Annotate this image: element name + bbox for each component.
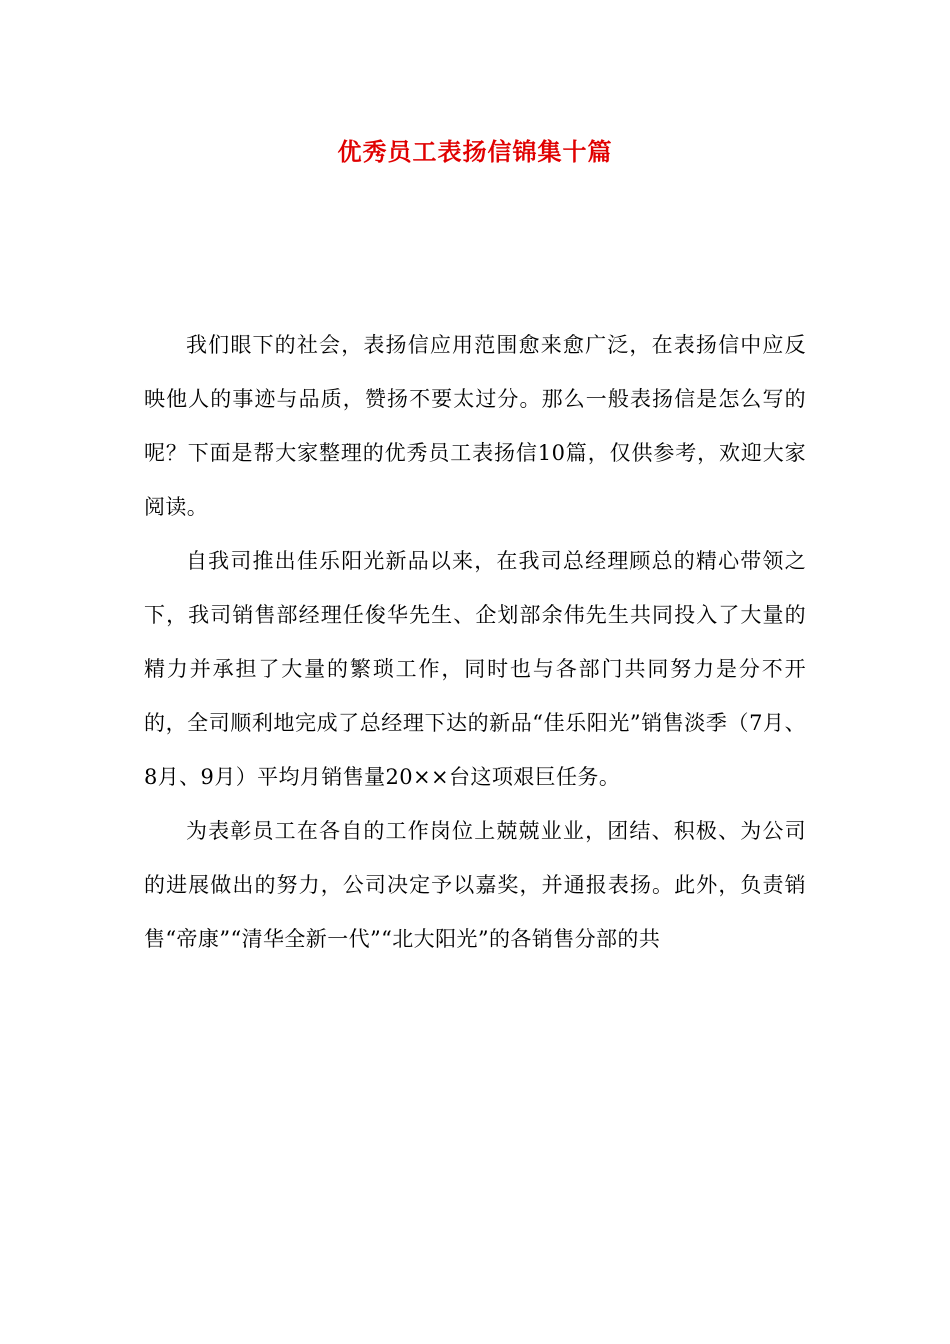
paragraph-intro: 我们眼下的社会，表扬信应用范围愈来愈广泛，在表扬信中应反映他人的事迹与品质，赞扬不要太过分。那么一般表扬信是怎么写的呢？下面是帮大家整理的优秀员工表扬信10篇，仅供参考，欢迎大家阅读。	[144, 333, 806, 519]
document-body	[144, 318, 806, 966]
document-title: 优秀员工表扬信锦集十篇	[337, 137, 613, 166]
paragraph-commendation: 为表彰员工在各自的工作岗位上兢兢业业，团结、积极、为公司的进展做出的努力，公司决定予以嘉奖，并通报表扬。此外，负责销售“帝康”“清华全新一代”“北大阳光”的各销售分部的共	[144, 819, 806, 951]
paragraph-sales-achievement: 自我司推出佳乐阳光新品以来，在我司总经理顾总的精心带领之下，我司销售部经理任俊华先生、企划部余伟先生共同投入了大量的精力并承担了大量的繁琐工作，同时也与各部门共同努力是分不开的，全司顺利地完成了总经理下达的新品“佳乐阳光”销售淡季（7月、8月、9月）平均月销售量20××台这项艰巨任务。	[144, 549, 806, 789]
